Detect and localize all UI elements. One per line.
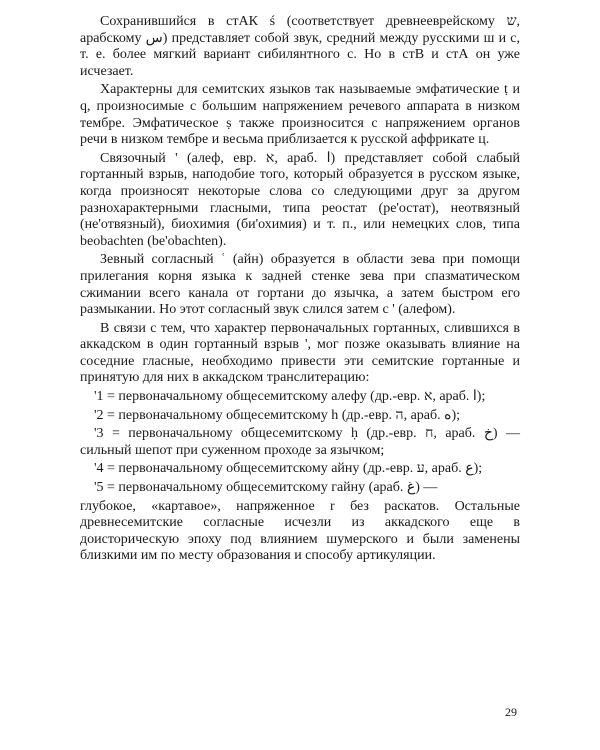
entry-aleph-3: '3 = первоначальному общесемитскому ḥ (др.-евр. ח, араб. خ) — сильный шепот при суженном проходе за язычком; xyxy=(80,426,520,458)
entry-aleph-4: '4 = первоначальному общесемитскому айну (др.-евр. ע, араб. ع); xyxy=(94,461,483,477)
paragraph-emphatics: Характерны для семитских языков так называемые эмфатические ṭ и q, произносимые с большим напряжением речевого аппарата в низком тембре. Эмфатическое ṣ также произносится с напряжением органов речи в низком тембре и весьма приблизается к русской аффрикате ц. xyxy=(80,82,520,148)
paragraph-transliteration-intro: В связи с тем, что характер первоначальных гортанных, слившихся в аккадском в один гортанный взрыв ', мог позже оказывать влияние на соседние гласные, необходимо привести эти семитские гортанные и принятую для них в аккадском транслитерацию: xyxy=(80,320,520,386)
paragraph-continuation: глубокое, «картавое», напряженное r без раскатов. Остальные древнесемитские согласные исчезли из аккадского еще в доисторическую эпоху под влиянием шумерского и были заменены близкими им по месту образования и способу артикуляции. xyxy=(80,498,520,564)
paragraph-ayin: Зевный согласный ʿ (айн) образуется в области зева при помощи прилегания корня языка к задней стенке зева при спазматическом сжимании всего канала от гортани до язычка, а затем быстром его размыкании. Но этот согласный звук слился затем с ' (алефом). xyxy=(80,252,520,318)
body-text xyxy=(80,14,520,565)
entry-aleph-1: '1 = первоначальному общесемитскому алефу (др.-евр. א, араб. ا); xyxy=(94,389,486,405)
paragraph-sibilant: Сохранившийся в стАК ś (соответствует древнееврейскому ש, арабскому س) представляет собой звук, средний между русскими ш и с, т. е. более мягкий вариант сибилянтного с. Но в стВ и стА он уже исчезает. xyxy=(80,14,520,79)
entry-aleph-2: '2 = первоначальному общесемитскому h (др.-евр. ה, араб. ه); xyxy=(94,407,461,423)
page-number: 29 xyxy=(505,705,517,719)
entry-aleph-5: '5 = первоначальному общесемитскому гайну (араб. غ) — xyxy=(94,480,438,496)
paragraph-aleph: Связочный ' (алеф, евр. א, араб. ا) представляет собой слабый гортанный взрыв, наподобие того, который образуется в русском языке, когда произносят некоторые слова со следующими друг за другом разнохарактерными гласными, типа реостат (ре'остат), неотвязный (не'отвязный), биохимия (би'охимия) и т. п., или немецких слов, типа beobachten (be'obachten). xyxy=(80,150,520,249)
